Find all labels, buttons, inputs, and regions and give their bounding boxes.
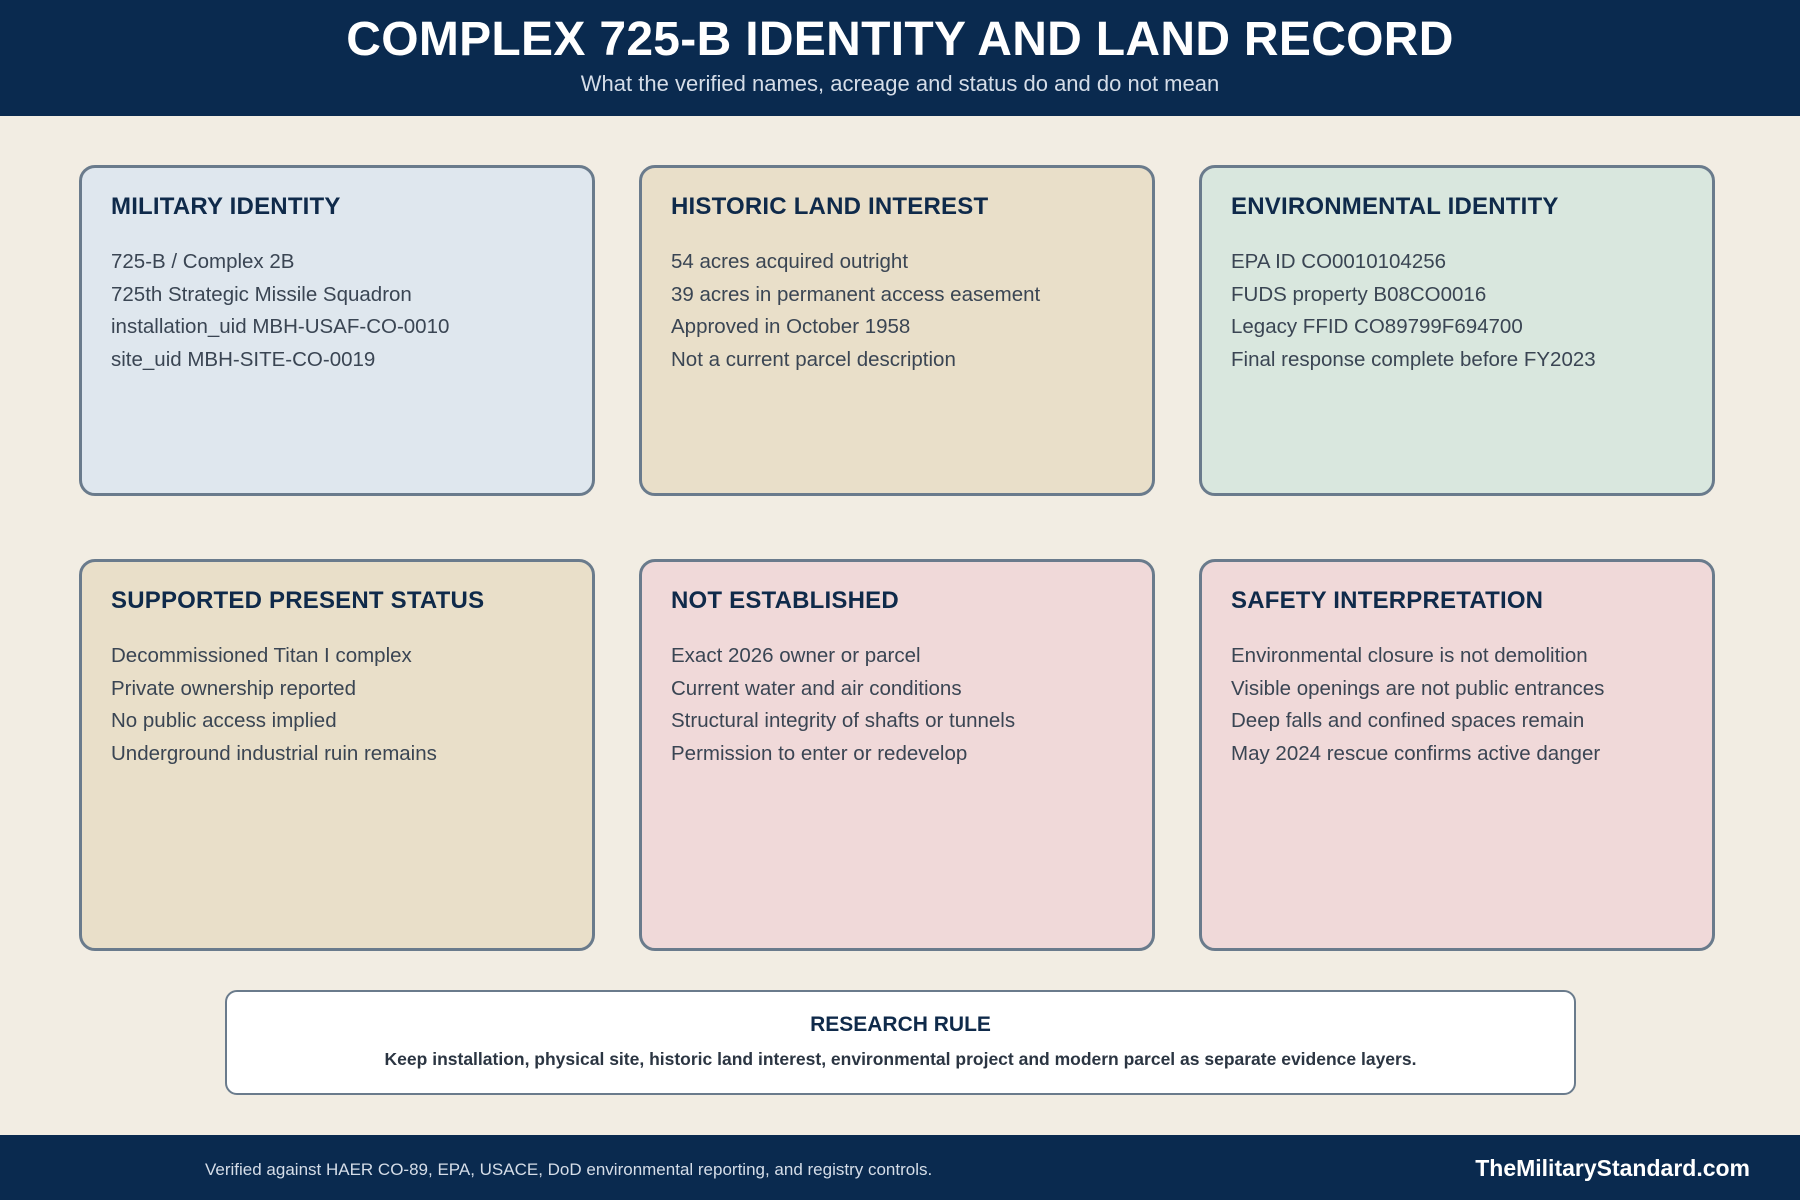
card-line: Not a current parcel description bbox=[671, 347, 956, 371]
card-line: FUDS property B08CO0016 bbox=[1231, 282, 1487, 306]
card-line: Deep falls and confined spaces remain bbox=[1231, 709, 1585, 732]
card-title: ENVIRONMENTAL IDENTITY bbox=[1231, 193, 1559, 220]
card-title: HISTORIC LAND INTEREST bbox=[671, 193, 989, 220]
card-list bbox=[1231, 246, 1683, 376]
card-line: installation_uid MBH-USAF-CO-0010 bbox=[111, 315, 450, 338]
card-line: 725-B / Complex 2B bbox=[111, 250, 295, 273]
page-title: COMPLEX 725-B IDENTITY AND LAND RECORD bbox=[346, 13, 1454, 66]
card-line: 54 acres acquired outright bbox=[671, 250, 909, 273]
card-line: Private ownership reported bbox=[111, 676, 356, 700]
card-line: Underground industrial ruin remains bbox=[111, 741, 437, 765]
footer-brand: TheMilitaryStandard.com bbox=[1475, 1155, 1750, 1181]
card-line: Final response complete before FY2023 bbox=[1231, 347, 1596, 371]
card-line: Decommissioned Titan I complex bbox=[111, 644, 412, 667]
card-line: Structural integrity of shafts or tunnels bbox=[671, 709, 1016, 732]
card-list bbox=[111, 246, 563, 376]
card-list bbox=[1231, 640, 1683, 770]
card-not-established bbox=[639, 559, 1155, 951]
card-list bbox=[671, 246, 1123, 376]
card-line: 39 acres in permanent access easement bbox=[671, 282, 1041, 306]
page-header bbox=[0, 0, 1800, 116]
research-rule-title: RESEARCH RULE bbox=[810, 1013, 991, 1036]
card-title: NOT ESTABLISHED bbox=[671, 587, 899, 614]
page-subtitle: What the verified names, acreage and status do and do not mean bbox=[580, 71, 1220, 96]
research-rule-box bbox=[225, 990, 1576, 1095]
card-line: Approved in October 1958 bbox=[671, 315, 911, 338]
card-line: May 2024 rescue confirms active danger bbox=[1231, 741, 1601, 765]
research-rule-text: Keep installation, physical site, historic land interest, environmental project and modern parcel as separate evidence layers. bbox=[384, 1049, 1417, 1069]
card-line: Visible openings are not public entrances bbox=[1231, 676, 1605, 700]
card-list bbox=[671, 640, 1123, 770]
card-line: Legacy FFID CO89799F694700 bbox=[1231, 315, 1523, 338]
card-military-identity bbox=[79, 165, 595, 496]
card-environmental-identity bbox=[1199, 165, 1715, 496]
page-footer bbox=[0, 1135, 1800, 1200]
card-line: Environmental closure is not demolition bbox=[1231, 644, 1588, 667]
card-line: Exact 2026 owner or parcel bbox=[671, 644, 921, 667]
card-line: No public access implied bbox=[111, 709, 337, 732]
card-line: Current water and air conditions bbox=[671, 676, 962, 700]
card-line: Permission to enter or redevelop bbox=[671, 741, 968, 765]
footer-verification-note: Verified against HAER CO-89, EPA, USACE, DoD environmental reporting, and registry controls. bbox=[205, 1160, 933, 1179]
card-title: SUPPORTED PRESENT STATUS bbox=[111, 587, 485, 614]
card-line: EPA ID CO0010104256 bbox=[1231, 250, 1447, 273]
card-line: 725th Strategic Missile Squadron bbox=[111, 282, 412, 306]
card-list bbox=[111, 640, 563, 770]
card-title: SAFETY INTERPRETATION bbox=[1231, 587, 1544, 614]
card-historic-land-interest bbox=[639, 165, 1155, 496]
card-supported-present-status bbox=[79, 559, 595, 951]
card-title: MILITARY IDENTITY bbox=[111, 193, 341, 220]
card-safety-interpretation bbox=[1199, 559, 1715, 951]
card-line: site_uid MBH-SITE-CO-0019 bbox=[111, 347, 376, 371]
